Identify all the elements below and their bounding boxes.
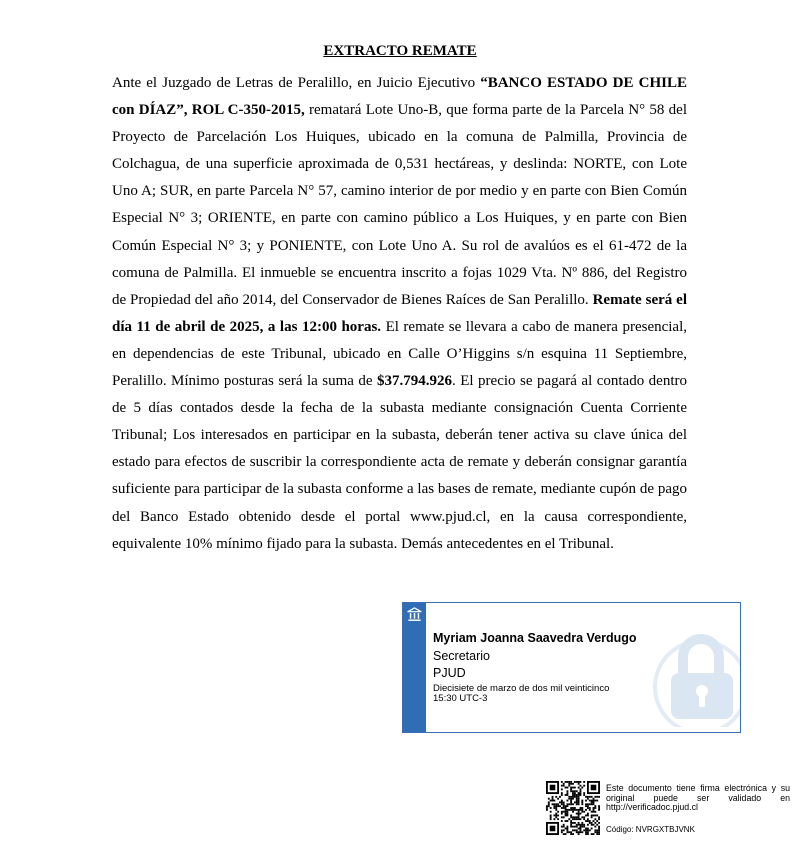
- signer-role: Secretario: [433, 649, 490, 663]
- body-segment-bold: “BANCO ESTADO DE CHILE con DÍAZ”, ROL C-350-2015,: [112, 75, 687, 119]
- body-segment: . El precio se pagará al contado dentro de 5 días contados desde la fecha de la subasta mediante consignación Cuenta Corriente Tribunal; Los interesados en participar en la subasta, deberán tener activa su clave única del estado para efectos de suscribir la correspondiente acta de remate y deberán consignar garantía suficiente para participar de la subasta conforme a las bases de remate, mediante cupón de pago del Banco Estado obtenido desde el portal www.pjud.cl, en la causa correspondiente, equivalente 10% mínimo fijado para la subasta. Demás antecedentes en el Tribunal.: [112, 373, 688, 552]
- signature-sidebar: [403, 603, 426, 732]
- document-body: [112, 70, 687, 558]
- document-title: EXTRACTO REMATE: [323, 43, 477, 59]
- body-segment: El remate se llevara a cabo de manera presencial, en dependencias de este Tribunal, ubicado en Calle O’Higgins s/n esquina 11 Septiembre, Peralillo. Mínimo posturas será la suma de: [112, 318, 688, 390]
- electronic-signature-box: [402, 602, 741, 733]
- qr-code-icon: [546, 781, 600, 835]
- body-segment-bold: Remate será el día 11 de abril de 2025, a las 12:00 horas.: [112, 291, 687, 335]
- signer-organization: PJUD: [433, 666, 466, 680]
- body-segment: rematará Lote Uno-B, que forma parte de la Parcela N° 58 del Proyecto de Parcelación Los Huiques, ubicado en la comuna de Palmilla, Provincia de Colchagua, de una superficie aproximada de 0,531 hectáreas, y deslinda: NORTE, con Lote Uno A; SUR, en parte Parcela N° 57, camino interior de por medio y en parte con Bien Común Especial N° 3; ORIENTE, en parte con camino público a Los Huiques, y en parte con Bien Común Especial N° 3; y PONIENTE, con Lote Uno A. Su rol de avalúos es el 61-472 de la comuna de Palmilla. El inmueble se encuentra inscrito a fojas 1029 Vta. Nº 886, del Registro de Propiedad del año 2014, del Conservador de Bienes Raíces de San Peralillo.: [112, 102, 687, 308]
- body-segment-bold: $37.794.926: [377, 373, 453, 390]
- bank-icon: [407, 607, 422, 622]
- signature-time: 15:30 UTC-3: [433, 693, 488, 704]
- verification-code: Código: NVRGXTBJVNK: [606, 825, 695, 834]
- signature-date: Diecisiete de marzo de dos mil veinticinco: [433, 683, 610, 694]
- signer-name: Myriam Joanna Saavedra Verdugo: [433, 631, 637, 645]
- body-segment: Ante el Juzgado de Letras de Peralillo, en Juicio Ejecutivo: [112, 75, 481, 91]
- verification-notice: Este documento tiene firma electrónica y su original puede ser validado en http://verificadoc.pjud.cl: [606, 783, 790, 812]
- lock-icon: [649, 617, 741, 727]
